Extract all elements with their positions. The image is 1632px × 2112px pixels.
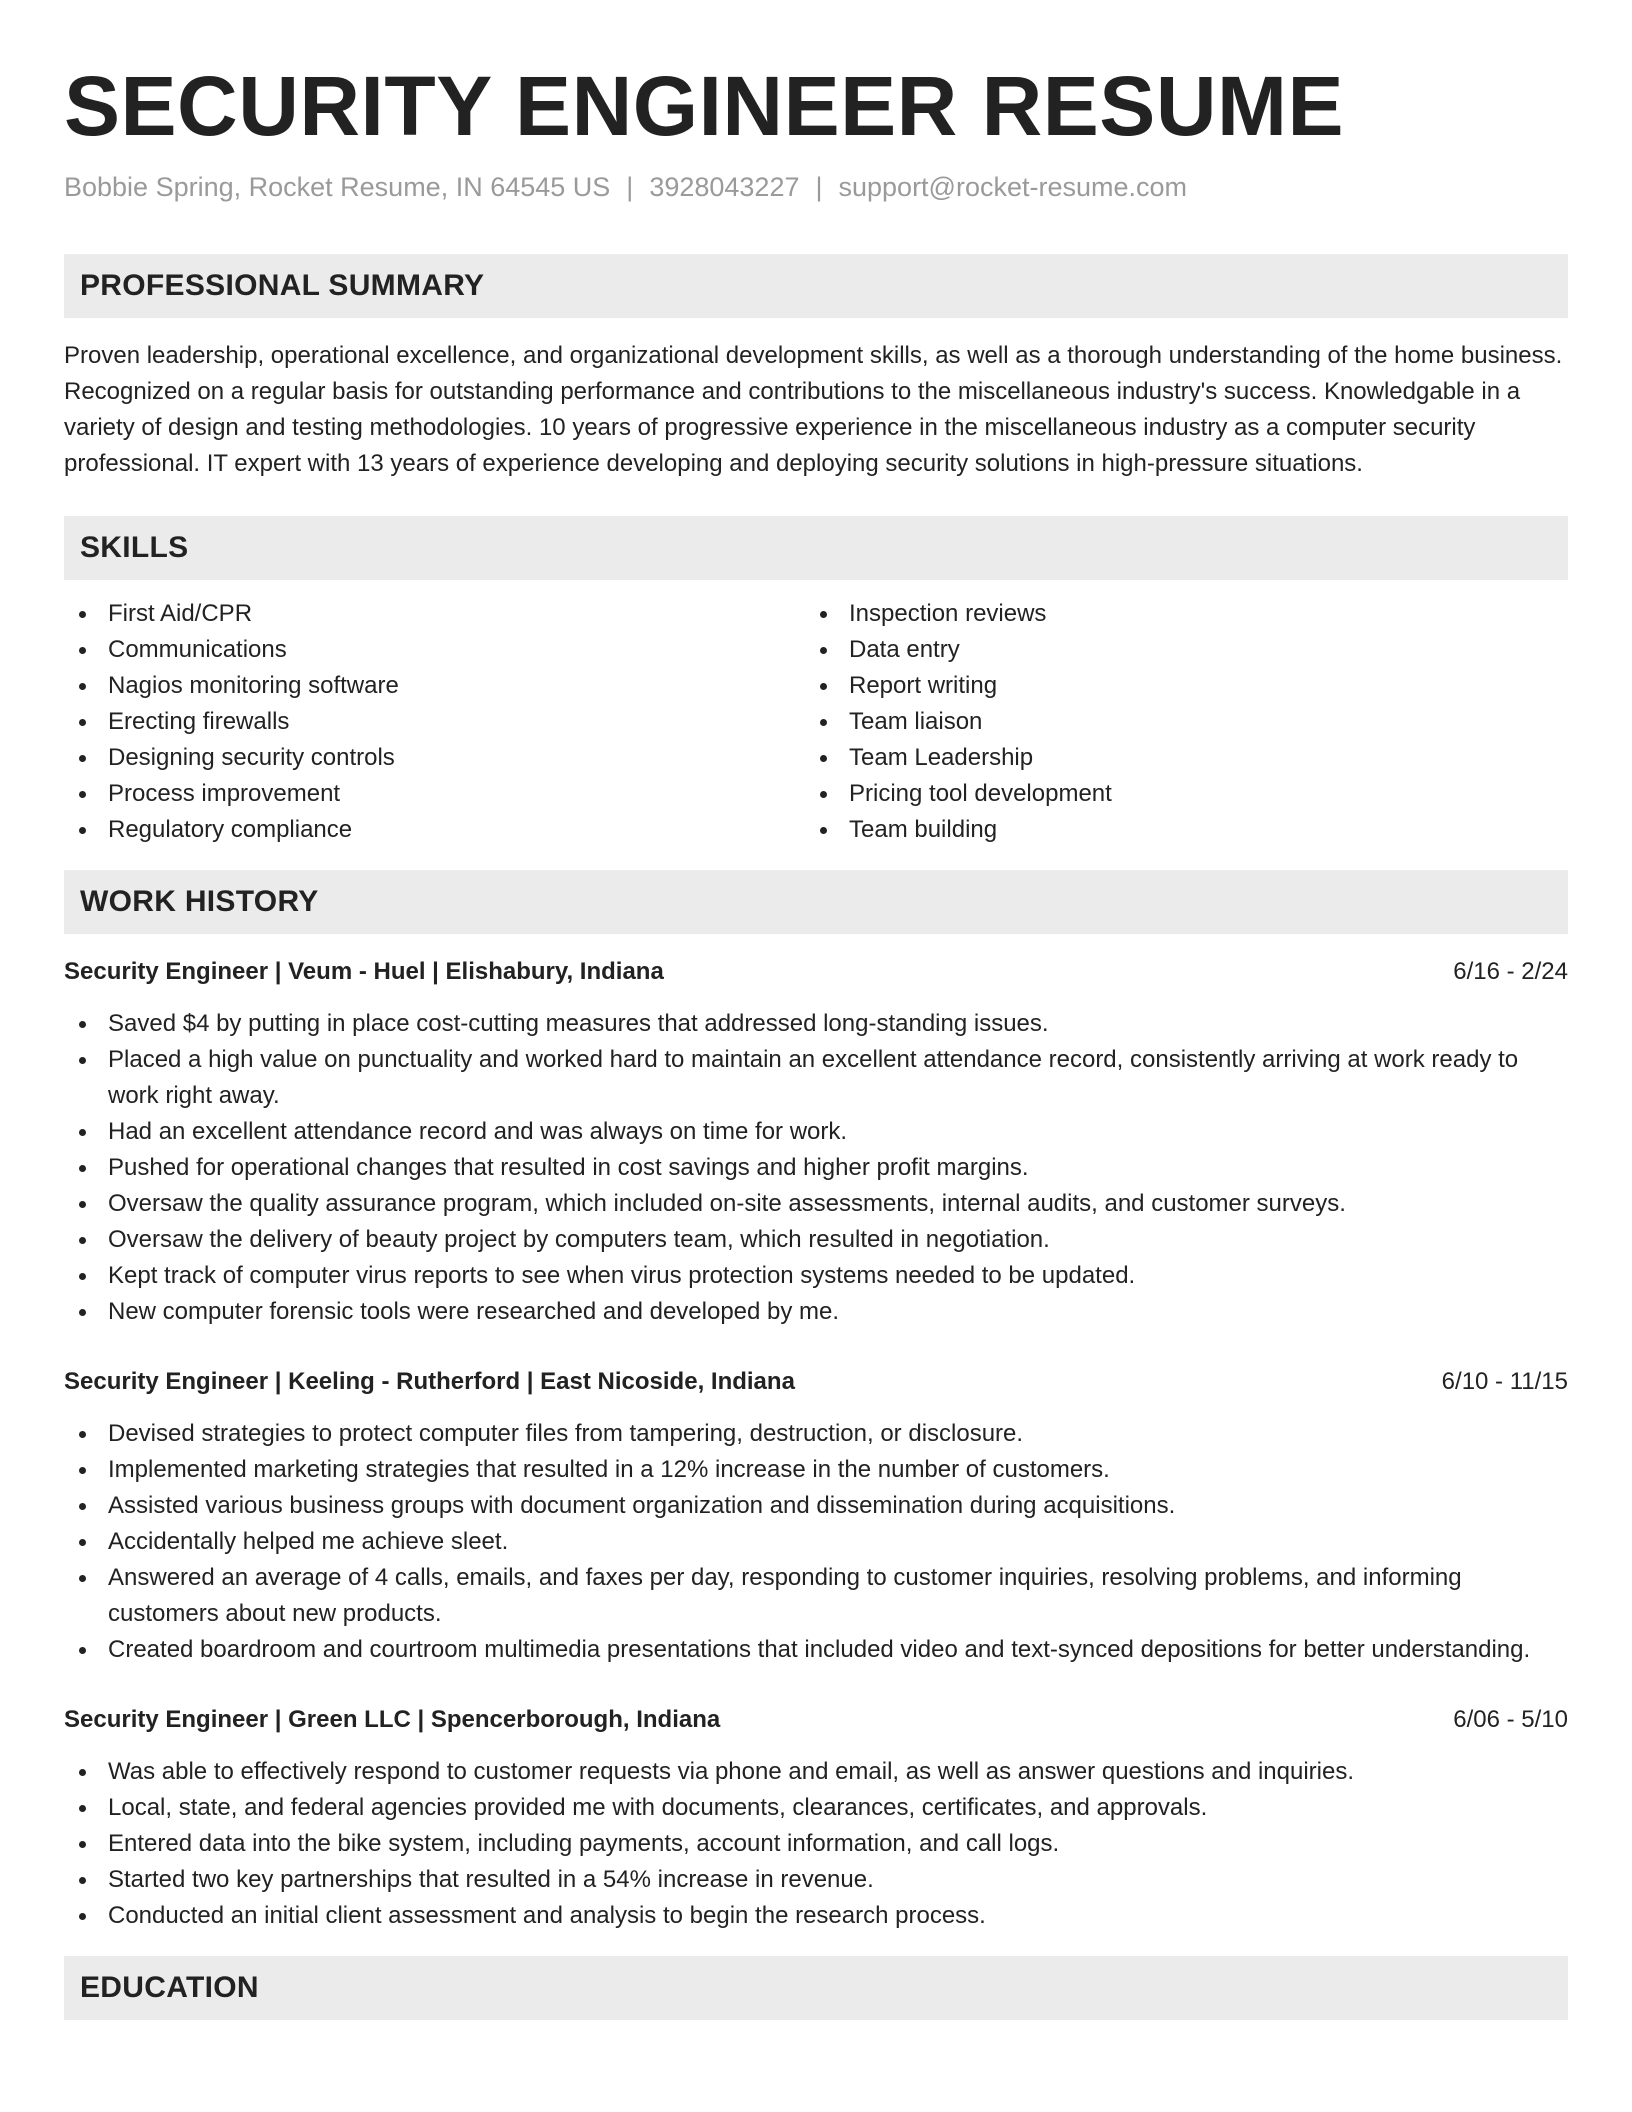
skill-item: Team building [805, 812, 1546, 848]
job-bullet: Oversaw the quality assurance program, which included on-site assessments, internal audits, and customer surveys. [64, 1186, 1568, 1222]
job-bullet: Entered data into the bike system, including payments, account information, and call logs. [64, 1826, 1568, 1862]
job-dates: 6/06 - 5/10 [1453, 1706, 1568, 1733]
skill-item: Erecting firewalls [64, 704, 805, 740]
summary-text: Proven leadership, operational excellence, and organizational development skills, as well as a thorough understanding of the home business. Recognized on a regular basis for outstanding performance and contributions to the miscellaneous industry's success. Knowledgable in a variety of design and testing methodologies. 10 years of progressive experience in the miscellaneous industry as a computer security professional. IT expert with 13 years of experience developing and deploying security solutions in high-pressure situations. [64, 342, 1563, 477]
section-title: WORK HISTORY [80, 885, 319, 918]
job-title: Security Engineer | Keeling - Rutherford | East Nicoside, Indiana [64, 1368, 795, 1395]
job-bullet: Assisted various business groups with document organization and dissemination during acquisitions. [64, 1488, 1568, 1524]
job-bullet: Conducted an initial client assessment and analysis to begin the research process. [64, 1898, 1568, 1934]
skills-column-right [805, 596, 1546, 848]
skill-item: Data entry [805, 632, 1546, 668]
contact-phone: 3928043227 [649, 172, 800, 202]
job-bullet: Saved $4 by putting in place cost-cutting measures that addressed long-standing issues. [64, 1006, 1568, 1042]
contact-line [64, 170, 1568, 204]
contact-email[interactable]: support@rocket-resume.com [838, 172, 1188, 202]
job-bullets [64, 1754, 1568, 1934]
section-header-education [64, 1956, 1568, 2020]
job-bullet: Answered an average of 4 calls, emails, and faxes per day, responding to customer inquiries, resolving problems, and informing customers about new products. [64, 1560, 1568, 1632]
skill-item: Communications [64, 632, 805, 668]
skills-list [64, 596, 1568, 848]
job-bullet: Started two key partnerships that resulted in a 54% increase in revenue. [64, 1862, 1568, 1898]
job-bullet: New computer forensic tools were researched and developed by me. [64, 1294, 1568, 1330]
skill-item: Team liaison [805, 704, 1546, 740]
contact-separator: | [815, 172, 823, 202]
section-header-skills [64, 516, 1568, 580]
job-entry [64, 1364, 1568, 1668]
job-entry [64, 1702, 1568, 1934]
work-history-list [64, 954, 1568, 1934]
job-bullet: Was able to effectively respond to customer requests via phone and email, as well as answer questions and inquiries. [64, 1754, 1568, 1790]
job-title: Security Engineer | Veum - Huel | Elishabury, Indiana [64, 958, 664, 985]
skill-item: Team Leadership [805, 740, 1546, 776]
section-header-summary [64, 254, 1568, 318]
skill-item: Nagios monitoring software [64, 668, 805, 704]
job-header [64, 1364, 1568, 1400]
resume-title: SECURITY ENGINEER RESUME [64, 59, 1344, 153]
job-bullet: Placed a high value on punctuality and worked hard to maintain an excellent attendance record, consistently arriving at work ready to work right away. [64, 1042, 1568, 1114]
skill-item: Pricing tool development [805, 776, 1546, 812]
job-header [64, 1702, 1568, 1738]
job-dates: 6/16 - 2/24 [1453, 958, 1568, 985]
contact-separator: | [626, 172, 634, 202]
job-bullet: Accidentally helped me achieve sleet. [64, 1524, 1568, 1560]
skill-item: Regulatory compliance [64, 812, 805, 848]
job-bullet: Devised strategies to protect computer files from tampering, destruction, or disclosure. [64, 1416, 1568, 1452]
job-bullet: Local, state, and federal agencies provided me with documents, clearances, certificates, and approvals. [64, 1790, 1568, 1826]
job-bullet: Created boardroom and courtroom multimedia presentations that included video and text-synced depositions for better understanding. [64, 1632, 1568, 1668]
job-entry [64, 954, 1568, 1330]
job-bullet: Kept track of computer virus reports to see when virus protection systems needed to be updated. [64, 1258, 1568, 1294]
section-header-work [64, 870, 1568, 934]
skill-item: Inspection reviews [805, 596, 1546, 632]
section-title: PROFESSIONAL SUMMARY [80, 269, 485, 302]
skill-item: Process improvement [64, 776, 805, 812]
job-bullet: Pushed for operational changes that resulted in cost savings and higher profit margins. [64, 1150, 1568, 1186]
job-header [64, 954, 1568, 990]
job-bullet: Had an excellent attendance record and was always on time for work. [64, 1114, 1568, 1150]
skill-item: Designing security controls [64, 740, 805, 776]
job-bullets [64, 1006, 1568, 1330]
skills-column-left [64, 596, 805, 848]
skill-item: Report writing [805, 668, 1546, 704]
contact-address: Bobbie Spring, Rocket Resume, IN 64545 US [64, 172, 611, 202]
job-bullet: Implemented marketing strategies that resulted in a 12% increase in the number of customers. [64, 1452, 1568, 1488]
job-bullets [64, 1416, 1568, 1668]
section-title: EDUCATION [80, 1971, 259, 2004]
section-title: SKILLS [80, 531, 189, 564]
job-bullet: Oversaw the delivery of beauty project by computers team, which resulted in negotiation. [64, 1222, 1568, 1258]
job-dates: 6/10 - 11/15 [1441, 1368, 1568, 1395]
job-title: Security Engineer | Green LLC | Spencerborough, Indiana [64, 1706, 721, 1733]
skill-item: First Aid/CPR [64, 596, 805, 632]
